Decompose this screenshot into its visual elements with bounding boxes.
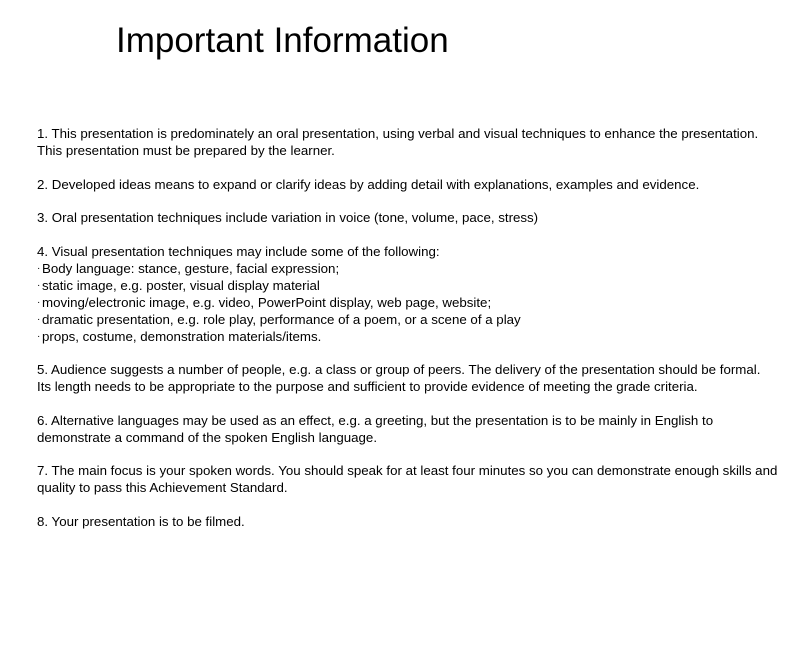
list-item — [37, 328, 800, 345]
item-6-line-1: 6. Alternative languages may be used as an effect, e.g. a greeting, but the presentation is to be mainly in English to — [37, 412, 714, 428]
list-item — [37, 260, 800, 277]
item-6-line-2: demonstrate a command of the spoken English language. — [37, 429, 378, 445]
item-5-line-1: 5. Audience suggests a number of people, e.g. a class or group of peers. The delivery of the presentation should be formal. — [37, 362, 761, 377]
page-title: Important Information — [116, 21, 449, 60]
item-4-line-1: 4. Visual presentation techniques may include some of the following: — [37, 243, 440, 259]
information-list — [37, 125, 800, 530]
bullet-text: Body language: stance, gesture, facial expression; — [42, 260, 340, 276]
list-item — [37, 294, 800, 311]
item-3-line-1: 3. Oral presentation techniques include variation in voice (tone, volume, pace, stress) — [37, 210, 539, 225]
item-7-line-2: quality to pass this Achievement Standard. — [37, 480, 288, 495]
item-2-line-1: 2. Developed ideas means to expand or clarify ideas by adding detail with explanations, examples and evidence. — [37, 176, 700, 192]
bullet-icon: · — [37, 313, 41, 325]
item-1-line-1: 1. This presentation is predominately an oral presentation, using verbal and visual techniques to enhance the presentation. — [37, 126, 759, 141]
item-1-line-2: This presentation must be prepared by the learner. — [37, 143, 335, 158]
item-7-line-1: 7. The main focus is your spoken words. You should speak for at least four minutes so you can demonstrate enough skills and — [37, 463, 778, 478]
bullet-icon: · — [37, 330, 41, 342]
item-5-line-2: Its length needs to be appropriate to the purpose and sufficient to provide evidence of meeting the grade criteria. — [37, 379, 698, 394]
item-8-line-1: 8. Your presentation is to be filmed. — [37, 513, 245, 529]
list-item — [37, 311, 800, 328]
bullet-text: moving/electronic image, e.g. video, PowerPoint display, web page, website; — [42, 294, 492, 310]
list-item — [37, 277, 800, 294]
bullet-icon: · — [37, 262, 41, 274]
bullet-text: dramatic presentation, e.g. role play, performance of a poem, or a scene of a play — [42, 311, 521, 327]
bullet-icon: · — [37, 296, 41, 308]
bullet-text: static image, e.g. poster, visual display material — [42, 277, 320, 293]
bullet-text: props, costume, demonstration materials/items. — [42, 328, 322, 344]
bullet-icon: · — [37, 279, 41, 291]
